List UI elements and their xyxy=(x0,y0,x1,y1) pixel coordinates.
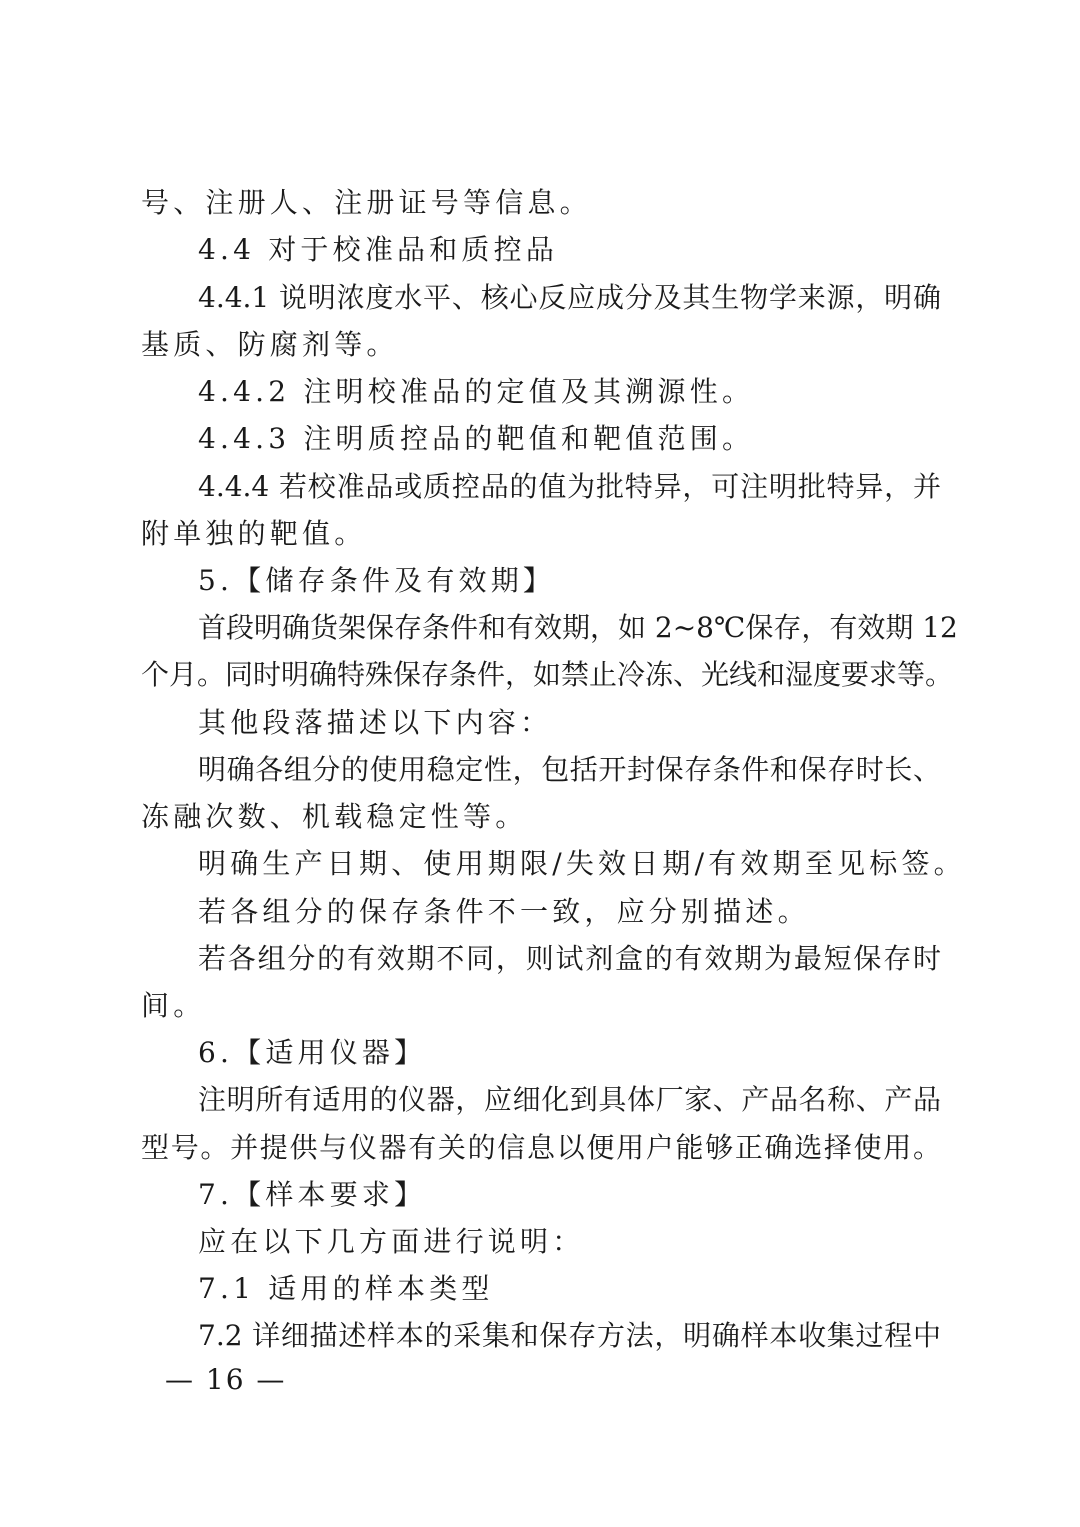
text-line: 附单独的靶值。 xyxy=(141,517,367,550)
text-line: 注明所有适用的仪器，应细化到具体厂家、产品名称、产品 xyxy=(198,1083,941,1116)
text-line: 首段明确货架保存条件和有效期，如 2~8℃保存，有效期 12 xyxy=(198,611,958,644)
text-line: 7.1 适用的样本类型 xyxy=(198,1272,494,1305)
text-line: 4.4.2 注明校准品的定值及其溯源性。 xyxy=(198,375,755,408)
text-line: 号、注册人、注册证号等信息。 xyxy=(141,186,592,219)
page-number: — 16 — xyxy=(165,1363,287,1396)
text-line: 若各组分的有效期不同，则试剂盒的有效期为最短保存时 xyxy=(198,942,941,975)
section-heading: 6.【适用仪器】 xyxy=(198,1036,427,1069)
text-line: 基质、防腐剂等。 xyxy=(141,328,399,361)
text-line: 型号。并提供与仪器有关的信息以便用户能够正确选择使用。 xyxy=(141,1131,941,1164)
text-line: 若各组分的保存条件不一致，应分别描述。 xyxy=(198,895,810,928)
text-line: 冻融次数、机载稳定性等。 xyxy=(141,800,528,833)
text-line: 间。 xyxy=(141,989,206,1022)
text-line: 其他段落描述以下内容： xyxy=(198,706,553,739)
text-line: 4.4.3 注明质控品的靶值和靶值范围。 xyxy=(198,422,755,455)
text-line: 4.4.1 说明浓度水平、核心反应成分及其生物学来源，明确 xyxy=(198,281,941,314)
text-line: 4.4.4 若校准品或质控品的值为批特异，可注明批特异，并 xyxy=(198,470,941,503)
section-heading: 4.4 对于校准品和质控品 xyxy=(198,233,559,266)
text-line: 7.2 详细描述样本的采集和保存方法，明确样本收集过程中 xyxy=(198,1319,941,1352)
text-line: 个月。同时明确特殊保存条件，如禁止冷冻、光线和湿度要求等。 xyxy=(141,658,954,691)
text-line: 明确各组分的使用稳定性，包括开封保存条件和保存时长、 xyxy=(198,753,941,786)
section-heading: 7.【样本要求】 xyxy=(198,1178,427,1211)
section-heading: 5.【储存条件及有效期】 xyxy=(198,564,556,597)
text-line: 应在以下几方面进行说明： xyxy=(198,1225,585,1258)
text-line: 明确生产日期、使用期限/失效日期/有效期至见标签。 xyxy=(198,847,966,880)
